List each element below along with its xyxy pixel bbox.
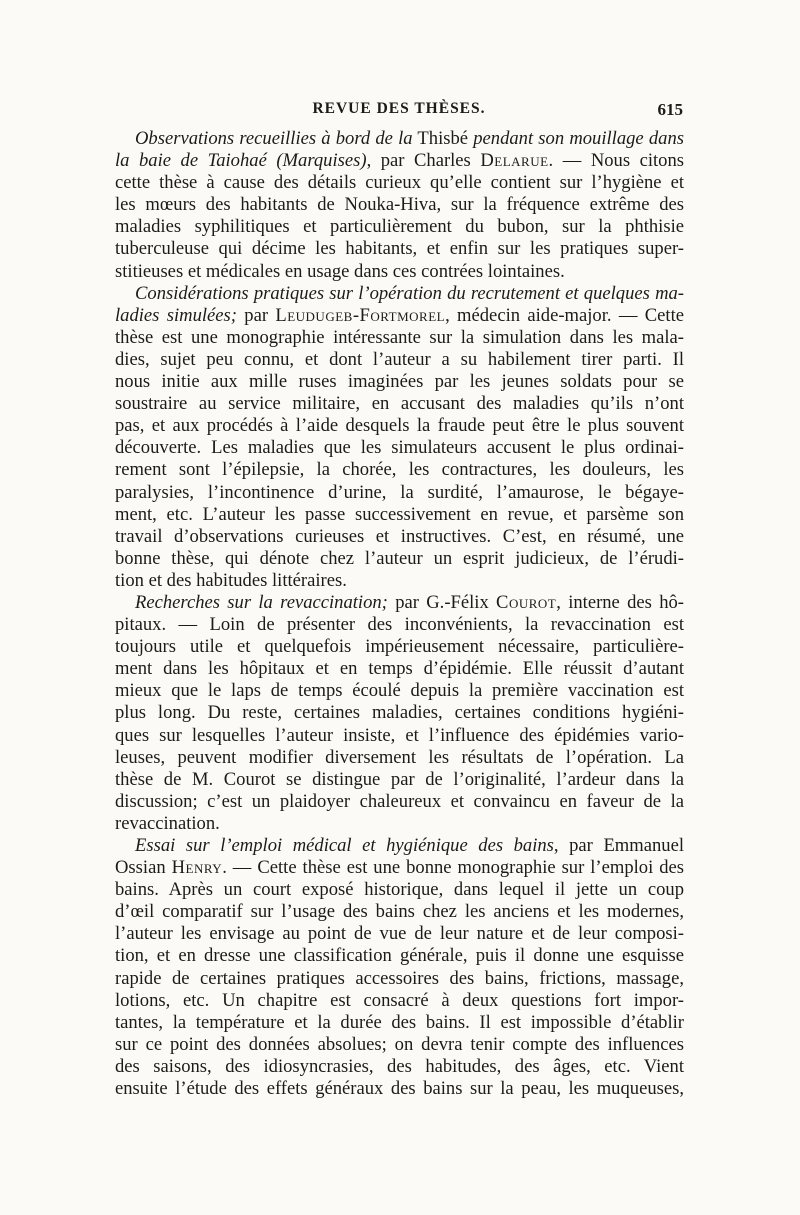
- text-line: tantes, la température et la durée des bains. Il est impossible d’établir: [115, 1011, 684, 1033]
- text-line: leuses, peuvent modifier diversement les résultats de l’opération. La: [115, 746, 684, 768]
- text-line: pas, et aux procédés à l’aide desquels la fraude peut être le plus souvent: [115, 415, 684, 437]
- text-line: des saisons, des idiosyncrasies, des habitudes, des âges, etc. Vient: [115, 1055, 684, 1077]
- text-line: thèse est une monographie intéressante sur la simulation dans les mala-: [115, 326, 684, 348]
- thesis-title-cont: pendant son mouillage dans: [473, 128, 684, 149]
- text-line: tion, et en dresse une classification générale, puis il donne une esquisse: [115, 945, 684, 967]
- author-name: Henry: [171, 857, 223, 879]
- thesis-title: Observations recueillies à bord de la: [135, 128, 413, 149]
- text-line: les mœurs des habitants de Nouka-Hiva, sur la fréquence extrême des: [115, 194, 684, 216]
- text-line: Ossian Henry. — Cette thèse est une bonne monographie sur l’emploi des: [115, 857, 684, 879]
- thesis-title-cont: la baie de Taiohaé (Marquises): [115, 150, 367, 172]
- text-line: mieux que le laps de temps écoulé depuis la première vaccination est: [115, 680, 684, 702]
- thesis-title: Recherches sur la revaccination;: [135, 591, 388, 613]
- text-line: paralysies, l’incontinence d’urine, la surdité, l’amaurose, le bégaye-: [115, 481, 684, 503]
- text-line: cette thèse à cause des détails curieux qu’elle contient sur l’hygiène et: [115, 172, 684, 194]
- text-line: bonne thèse, qui dénote chez l’auteur un esprit judicieux, de l’érudi-: [115, 547, 684, 569]
- running-title: REVUE DES THÈSES.: [312, 100, 486, 117]
- page-header: [115, 100, 683, 124]
- text-line: nous initie aux mille ruses imaginées par les jeunes soldats pour se: [115, 371, 684, 393]
- thesis-title: Essai sur l’emploi médical et hygiénique des bains: [135, 835, 554, 856]
- text-line: discussion; c’est un plaidoyer chaleureux et convaincu en faveur de la: [115, 790, 684, 812]
- text-line: stitieuses et médicales en usage dans ces contrées lointaines.: [115, 260, 565, 282]
- text-line: tuberculeuse qui décime les habitants, et enfin sur les pratiques super-: [115, 238, 684, 260]
- text-line: ensuite l’étude des effets généraux des bains sur la peau, les muqueuses,: [115, 1078, 684, 1100]
- text-line: sur ce point des données absolues; on devra tenir compte des influences: [115, 1033, 684, 1055]
- thesis-review-delarue: [115, 128, 684, 283]
- text-line: rapide de certaines pratiques accessoires des bains, frictions, massage,: [115, 967, 684, 989]
- text-line: ment dans les hôpitaux et en temps d’épidémie. Elle réussit d’autant: [115, 658, 684, 680]
- text-line: découverte. Les maladies que les simulateurs accusent le plus ordinai-: [115, 437, 684, 459]
- text-line: lotions, etc. Un chapitre est consacré à deux questions fort impor-: [115, 989, 684, 1011]
- thesis-title-cont: ladies simulées;: [115, 304, 237, 326]
- ship-name: Thisbé: [412, 128, 474, 149]
- text-line: soustraire au service militaire, en accusant des maladies qu’ils n’ont: [115, 393, 684, 415]
- thesis-title: Considérations pratiques sur l’opération du recrutement et quelques ma-: [135, 282, 684, 304]
- text-line: revaccination.: [115, 812, 220, 834]
- text-line: dies, sujet peu connu, et dont l’auteur a su habilement tirer parti. Il: [115, 348, 684, 370]
- text-line: ladies simulées; par Leudugeb-Fortmorel, médecin aide-major. — Cette: [115, 304, 684, 326]
- thesis-review-leuduger-fortmorel: [115, 283, 684, 592]
- text-line: [115, 128, 684, 150]
- text-line: Essai sur l’emploi médical et hygiénique des bains, par Emmanuel: [135, 835, 684, 856]
- text-line: thèse de M. Courot se distingue par de l’originalité, l’ardeur dans la: [115, 768, 684, 790]
- text-line: travail d’observations curieuses et instructives. C’est, en résumé, une: [115, 525, 684, 547]
- text-line: rement sont l’épilepsie, la chorée, les contractures, les douleurs, les: [115, 459, 684, 481]
- author-name: Delarue: [480, 150, 549, 172]
- text-line: l’auteur les envisage au point de vue de leur nature et de leur composi-: [115, 923, 684, 945]
- text-line: d’œil comparatif sur l’usage des bains chez les anciens et les modernes,: [115, 901, 684, 923]
- author-name: Leudugeb-Fortmorel: [275, 304, 446, 326]
- text-line: plus long. Du reste, certaines maladies, certaines conditions hygiéni-: [115, 702, 684, 724]
- page-number: 615: [657, 100, 683, 119]
- text-line: Recherches sur la revaccination; par G.-Félix Courot, interne des hô-: [135, 591, 684, 613]
- text-line: ques sur lesquelles l’auteur insiste, et l’influence des épidémies vario-: [115, 724, 684, 746]
- thesis-review-henry: [115, 835, 684, 1100]
- text-line: tion et des habitudes littéraires.: [115, 569, 347, 591]
- text-line: pitaux. — Loin de présenter des inconvénients, la revaccination est: [115, 614, 684, 636]
- text-line: maladies syphilitiques et particulièrement du bubon, sur la phthisie: [115, 216, 684, 238]
- thesis-review-courot: [115, 592, 684, 835]
- text-line: ment, etc. L’auteur les passe successivement en revue, et parsème son: [115, 503, 684, 525]
- text-line: bains. Après un court exposé historique, dans lequel il jette un coup: [115, 879, 684, 901]
- author-name: Courot: [496, 591, 557, 613]
- body-text: [115, 128, 684, 1100]
- text-line: la baie de Taiohaé (Marquises), par Charles Delarue. — Nous citons: [115, 150, 685, 172]
- text-line: [115, 283, 684, 305]
- text-line: toujours utile et quelquefois impérieusement nécessaire, particulière-: [115, 636, 684, 658]
